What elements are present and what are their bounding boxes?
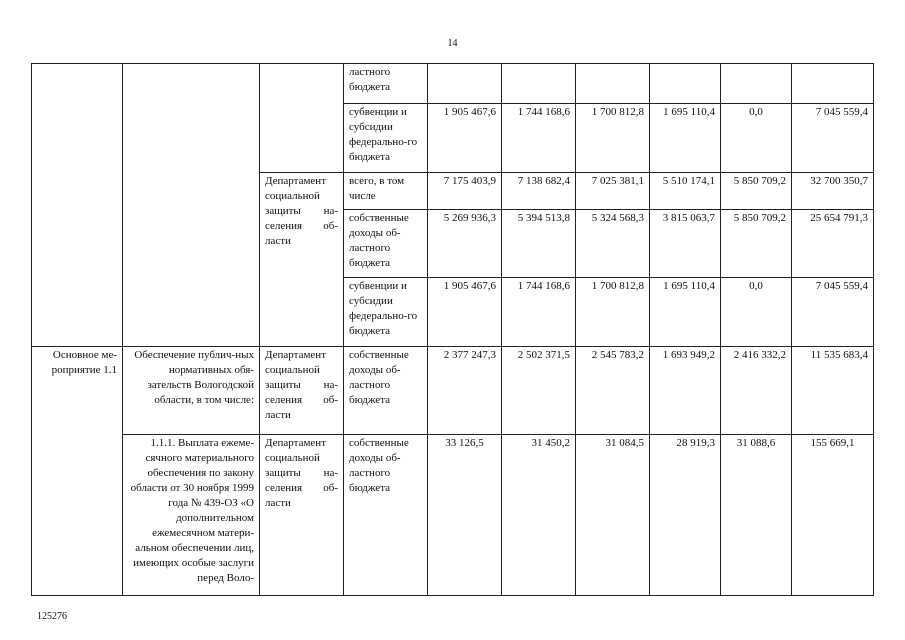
source-cell: всего, в том числе <box>344 173 428 210</box>
value-cell: 5 394 513,8 <box>502 210 576 278</box>
value-cell <box>792 64 874 104</box>
value-cell: 5 324 568,3 <box>576 210 650 278</box>
value-cell: 11 535 683,4 <box>792 347 874 435</box>
value-cell: 1 744 168,6 <box>502 104 576 173</box>
source-cell: собственные доходы об-ластного бюджета <box>344 435 428 596</box>
value-cell: 2 502 371,5 <box>502 347 576 435</box>
value-cell: 155 669,1 <box>792 435 874 596</box>
value-cell: 1 693 949,2 <box>650 347 721 435</box>
value-cell: 5 269 936,3 <box>428 210 502 278</box>
value-cell: 7 025 381,1 <box>576 173 650 210</box>
value-cell: 7 045 559,4 <box>792 278 874 347</box>
value-cell: 3 815 063,7 <box>650 210 721 278</box>
value-cell: 0,0 <box>721 278 792 347</box>
value-cell: 1 905 467,6 <box>428 104 502 173</box>
value-cell <box>576 64 650 104</box>
value-cell: 2 545 783,2 <box>576 347 650 435</box>
value-cell: 32 700 350,7 <box>792 173 874 210</box>
value-cell: 1 700 812,8 <box>576 104 650 173</box>
status-cell: Основное ме-роприятие 1.1 <box>32 347 123 596</box>
executor-cell: Департамент социальной защиты на-селения об-ласти <box>260 173 344 347</box>
value-cell <box>502 64 576 104</box>
value-cell: 2 377 247,3 <box>428 347 502 435</box>
table-row <box>32 435 874 596</box>
source-cell: субвенции и субсидии федерально-го бюджета <box>344 104 428 173</box>
source-cell: собственные доходы об-ластного бюджета <box>344 210 428 278</box>
name-cell: 1.1.1. Выплата ежеме-сячного материального обеспечения по закону области от 30 ноября 1999 года № 439-ОЗ «О дополнительном ежемесячном матери-альном обеспечении лиц, имеющих особые заслуги перед Воло- <box>123 435 260 596</box>
budget-table <box>31 63 874 596</box>
value-cell: 1 695 110,4 <box>650 278 721 347</box>
value-cell: 7 045 559,4 <box>792 104 874 173</box>
value-cell: 25 654 791,3 <box>792 210 874 278</box>
executor-cell <box>260 64 344 173</box>
source-cell: ластного бюджета <box>344 64 428 104</box>
value-cell: 2 416 332,2 <box>721 347 792 435</box>
table-row <box>32 347 874 435</box>
table-row <box>32 64 874 104</box>
executor-cell: Департамент социальной защиты на-селения об-ласти <box>260 347 344 435</box>
source-cell: собственные доходы об-ластного бюджета <box>344 347 428 435</box>
value-cell: 1 905 467,6 <box>428 278 502 347</box>
value-cell: 5 850 709,2 <box>721 173 792 210</box>
value-cell: 28 919,3 <box>650 435 721 596</box>
executor-cell: Департамент социальной защиты на-селения об-ласти <box>260 435 344 596</box>
value-cell: 5 510 174,1 <box>650 173 721 210</box>
value-cell: 31 450,2 <box>502 435 576 596</box>
value-cell: 31 084,5 <box>576 435 650 596</box>
value-cell: 33 126,5 <box>428 435 502 596</box>
value-cell: 7 138 682,4 <box>502 173 576 210</box>
value-cell: 7 175 403,9 <box>428 173 502 210</box>
value-cell: 31 088,6 <box>721 435 792 596</box>
page-number: 14 <box>447 38 458 49</box>
name-cell: Обеспечение публич-ных нормативных обя-зательств Вологодской области, в том числе: <box>123 347 260 435</box>
name-cell <box>123 64 260 347</box>
value-cell <box>721 64 792 104</box>
value-cell: 1 695 110,4 <box>650 104 721 173</box>
value-cell: 1 700 812,8 <box>576 278 650 347</box>
status-cell <box>32 64 123 347</box>
source-cell: субвенции и субсидии федерально-го бюджета <box>344 278 428 347</box>
value-cell <box>650 64 721 104</box>
value-cell: 1 744 168,6 <box>502 278 576 347</box>
value-cell <box>428 64 502 104</box>
document-code: 125276 <box>37 611 67 622</box>
value-cell: 5 850 709,2 <box>721 210 792 278</box>
value-cell: 0,0 <box>721 104 792 173</box>
